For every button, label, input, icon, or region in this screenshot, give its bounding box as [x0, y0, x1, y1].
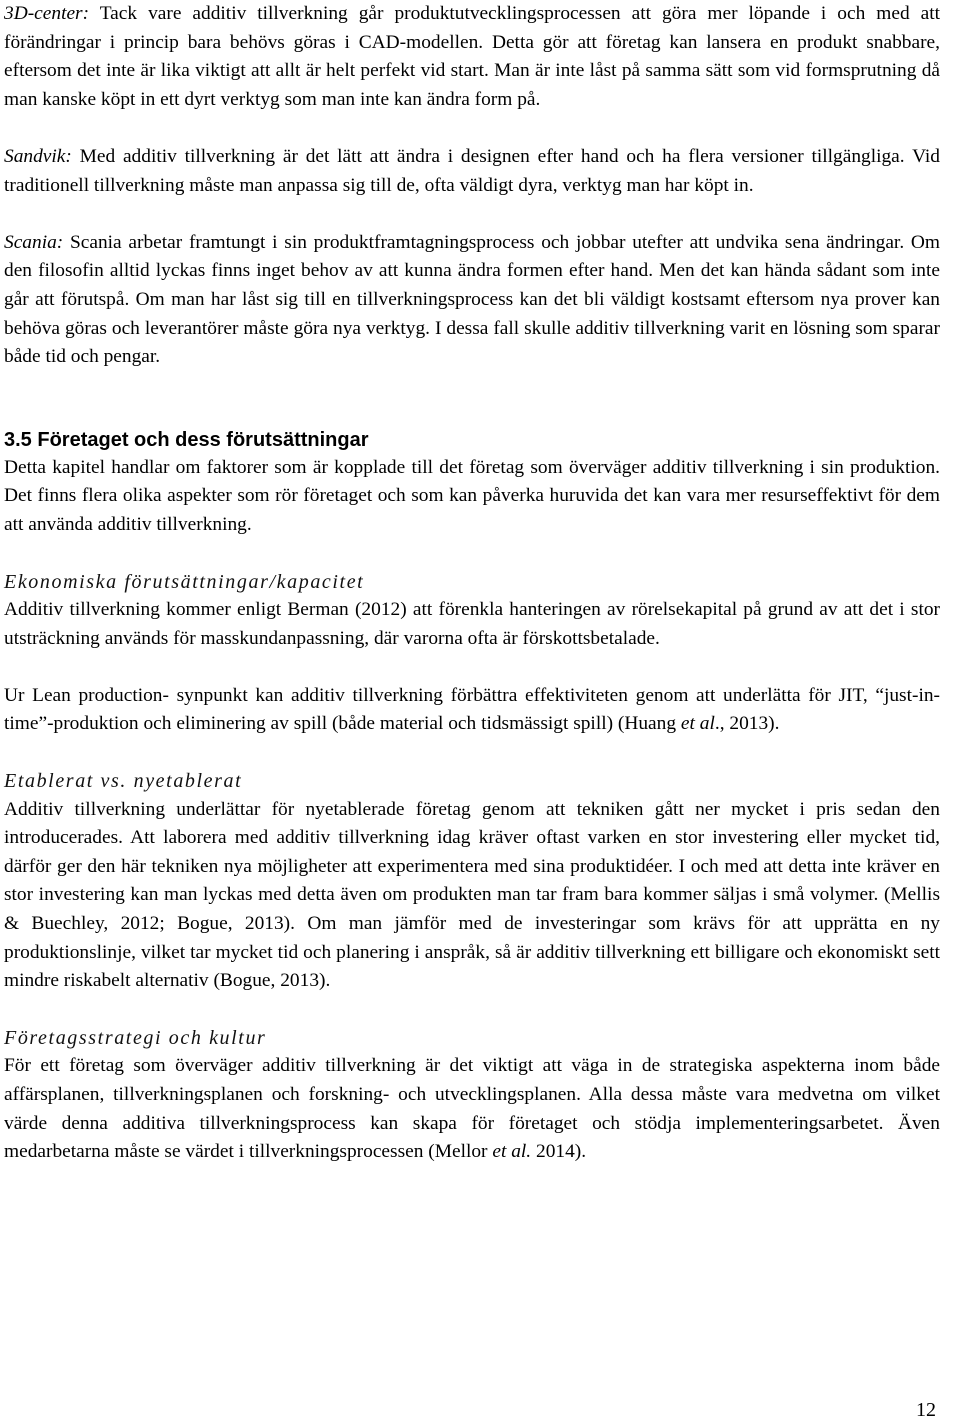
paragraph-text: Tack vare additiv tillverkning går produktutvecklingsprocessen att göra mer löpande i och med att förändringar i princip bara behövs göras i CAD-modellen. Detta gör att företag kan lansera en produkt snabbare, eftersom det inte är lika viktigt att allt är helt perfekt vid start. Man är inte låst på samma sätt som vid formsprutning då man kanske köpt in ett dyrt verktyg som man inte kan ändra form på.: [4, 3, 940, 110]
paragraph-etablerat: Additiv tillverkning underlättar för nyetablerade företag genom att tekniken gått ner mycket i pris sedan den introducerades. Att laborera med additiv tillverkning idag kräver oftast varken en stor investering eller mycket tid, därför ger den här tekniken nya möjligheter att experimentera med sina produktidéer. I och med att detta inte kräver en stor investering kan man lyckas med detta även om produkten man tar fram bara kommer säljas i små volymer. (Mellis & Buechley, 2012; Bogue, 2013). Om man jämför med de investeringar som krävs för att upprätta en ny produktionslinje, vilket tar mycket tid och planering i anspråk, så är additiv tillverkning ett billigare och ekonomiskt sett mindre riskabelt alternativ (Bogue, 2013).: [4, 798, 940, 992]
paragraph-3d-center: [4, 0, 940, 114]
paragraph-ekonomiska-1: Additiv tillverkning kommer enligt Berman (2012) att förenkla hanteringen av rörelsekapital på grund av att det i stor utsträckning används för masskundanpassning, där varorna ofta är förskottsbetalade.: [4, 599, 940, 649]
paragraph-text: Scania arbetar framtungt i sin produktframtagningsprocess och jobbar utefter att undvika sena ändringar. Om den filosofin alltid lyckas finns inget behov av att kunna ändra formen efter hand. Men det kan hända sådant som inte går att förutspå. Om man har låst sig till en tillverkningsprocess kan det bli väldigt kostsamt eftersom nya prover kan behöva göras och leverantörer måste göra nya verktyg. I dessa fall skulle additiv tillverkning varit en lösning som sparar både tid och pengar.: [4, 231, 940, 368]
paragraph-text: 2014).: [531, 1141, 587, 1163]
paragraph-text: För ett företag som överväger additiv tillverkning är det viktigt att väga in de strategiska aspekterna inom både affärsplanen, tillverkningsplanen och forskning- och utvecklingsplanen. Alla dessa måste vara medvetna om vilket värde denna additiva tillverkningsprocess kan skapa för företaget och stödja implementeringsarbetet. Även medarbetarna måste se värdet i tillverkningsprocessen (Mellor: [4, 1055, 940, 1163]
paragraph-text: Med additiv tillverkning är det lätt att ändra i designen efter hand och ha flera versioner tillgängliga. Vid traditionell tillverkning måste man anpassa sig till de, ofta väldigt dyra, verktyg man har köpt in.: [4, 145, 940, 196]
paragraph-lead: 3D-center:: [4, 3, 90, 24]
paragraph-text: ., 2013).: [714, 713, 780, 735]
citation-etal: et al.: [492, 1141, 532, 1163]
paragraph-lead: Scania:: [4, 231, 64, 253]
subheading-strategi: Företagsstrategi och kultur: [4, 1026, 267, 1049]
subheading-ekonomiska: Ekonomiska förutsättningar/kapacitet: [4, 570, 365, 593]
section-intro: Detta kapitel handlar om faktorer som är kopplade till det företag som överväger additiv tillverkning i sin produktion. Det finns flera olika aspekter som rör företaget och som kan påverka huruvida det kan vara mer resurseffektivt för dem att använda additiv tillverkning.: [4, 456, 940, 535]
page-number: 12: [916, 1399, 936, 1421]
paragraph-strategi: [4, 1052, 940, 1166]
paragraph-ekonomiska-2: [4, 682, 940, 739]
section-heading: 3.5 Företaget och dess förutsättningar: [4, 428, 369, 451]
subheading-etablerat: Etablerat vs. nyetablerat: [4, 770, 243, 793]
citation-etal: et al: [680, 713, 715, 735]
paragraph-text: Ur Lean production- synpunkt kan additiv tillverkning förbättra effektiviteten genom att underlätta för JIT, “just-in-time”-produktion och eliminering av spill (både material och tidsmässigt spill) (Huang: [4, 684, 940, 735]
paragraph-scania: [4, 229, 940, 372]
paragraph-lead: Sandvik:: [4, 145, 72, 167]
paragraph-sandvik: [4, 143, 940, 200]
